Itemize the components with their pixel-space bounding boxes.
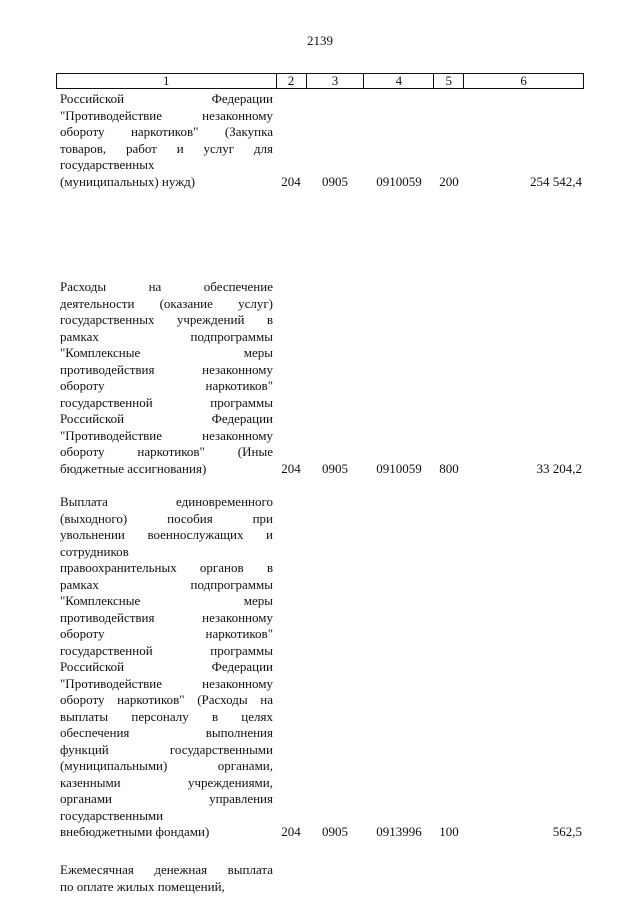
description-line: Выплата единовременного <box>60 494 273 509</box>
description-line: государственной программы <box>60 642 273 658</box>
description-line: Российской Федерации <box>60 411 273 426</box>
description-line: обороту наркотиков" (Иные <box>60 444 273 459</box>
ministry-code: 204 <box>281 824 301 839</box>
target-article-code: 0910059 <box>376 173 422 189</box>
description-line: государственной программы <box>60 394 273 410</box>
description-line: противодействия незаконному <box>60 609 273 625</box>
description-line: "Противодействие незаконному <box>60 107 273 123</box>
description-line: выплаты персоналу в целях <box>60 708 273 724</box>
description-line: бюджетные ассигнования) <box>60 460 207 476</box>
amount-value: 562,5 <box>552 824 582 839</box>
page-number: 2139 <box>307 33 333 48</box>
row-description <box>60 279 273 477</box>
description-line: "Комплексные меры <box>60 345 273 360</box>
description-line: органами управления <box>60 791 273 806</box>
description-line: государственными <box>60 807 164 823</box>
header-col-3: 3 <box>307 74 365 88</box>
description-line: государственных учреждений в <box>60 312 273 327</box>
description-line: Российской Федерации <box>60 659 273 674</box>
description-line: обороту наркотиков" (Расходы на <box>60 692 273 707</box>
expense-type-code: 100 <box>439 824 459 839</box>
description-line: "Противодействие незаконному <box>60 675 273 691</box>
description-line: (муниципальных) нужд) <box>60 173 196 189</box>
amount-value: 254 542,4 <box>530 173 582 189</box>
description-line: правоохранительных органов в <box>60 560 273 575</box>
description-line: казенными учреждениями, <box>60 774 273 790</box>
description-line: "Комплексные меры <box>60 593 273 608</box>
expense-type-code: 800 <box>439 460 459 476</box>
table-header-row <box>56 73 584 89</box>
expense-type-code: 200 <box>439 173 459 189</box>
header-col-2: 2 <box>277 74 307 88</box>
row-description <box>60 494 273 841</box>
description-line: рамках подпрограммы <box>60 576 273 592</box>
description-line: обороту наркотиков" <box>60 626 273 641</box>
target-article-code: 0913996 <box>376 824 422 839</box>
description-line: Ежемесячная денежная выплата <box>60 862 273 877</box>
description-line: (муниципальными) органами, <box>60 758 273 773</box>
description-line: государственных <box>60 157 155 172</box>
description-line: (выходного) пособия при <box>60 510 273 526</box>
description-line: обороту наркотиков" (Закупка <box>60 124 273 139</box>
header-col-4: 4 <box>364 74 434 88</box>
section-code: 0905 <box>322 460 348 476</box>
row-description <box>60 862 273 895</box>
ministry-code: 204 <box>281 460 301 476</box>
description-line: обороту наркотиков" <box>60 378 273 393</box>
description-line: товаров, работ и услуг для <box>60 140 273 156</box>
description-line: рамках подпрограммы <box>60 328 273 344</box>
description-line: Расходы на обеспечение <box>60 279 273 294</box>
description-line: по оплате жилых помещений, <box>60 878 225 894</box>
section-code: 0905 <box>322 824 348 839</box>
amount-value: 33 204,2 <box>536 460 582 476</box>
description-line: противодействия незаконному <box>60 361 273 377</box>
section-code: 0905 <box>322 173 348 189</box>
description-line: внебюджетными фондами) <box>60 824 210 839</box>
description-line: увольнении военнослужащих и <box>60 527 273 542</box>
header-col-1: 1 <box>57 74 277 88</box>
header-col-5: 5 <box>434 74 464 88</box>
description-line: деятельности (оказание услуг) <box>60 295 273 311</box>
description-line: сотрудников <box>60 543 129 559</box>
description-line: "Противодействие незаконному <box>60 427 273 443</box>
description-line: функций государственными <box>60 741 273 757</box>
description-line: Российской Федерации <box>60 91 273 106</box>
description-line: обеспечения выполнения <box>60 725 273 740</box>
ministry-code: 204 <box>281 173 301 189</box>
target-article-code: 0910059 <box>376 460 422 476</box>
row-description <box>60 91 273 190</box>
budget-table <box>56 73 584 894</box>
header-col-6: 6 <box>464 74 584 88</box>
